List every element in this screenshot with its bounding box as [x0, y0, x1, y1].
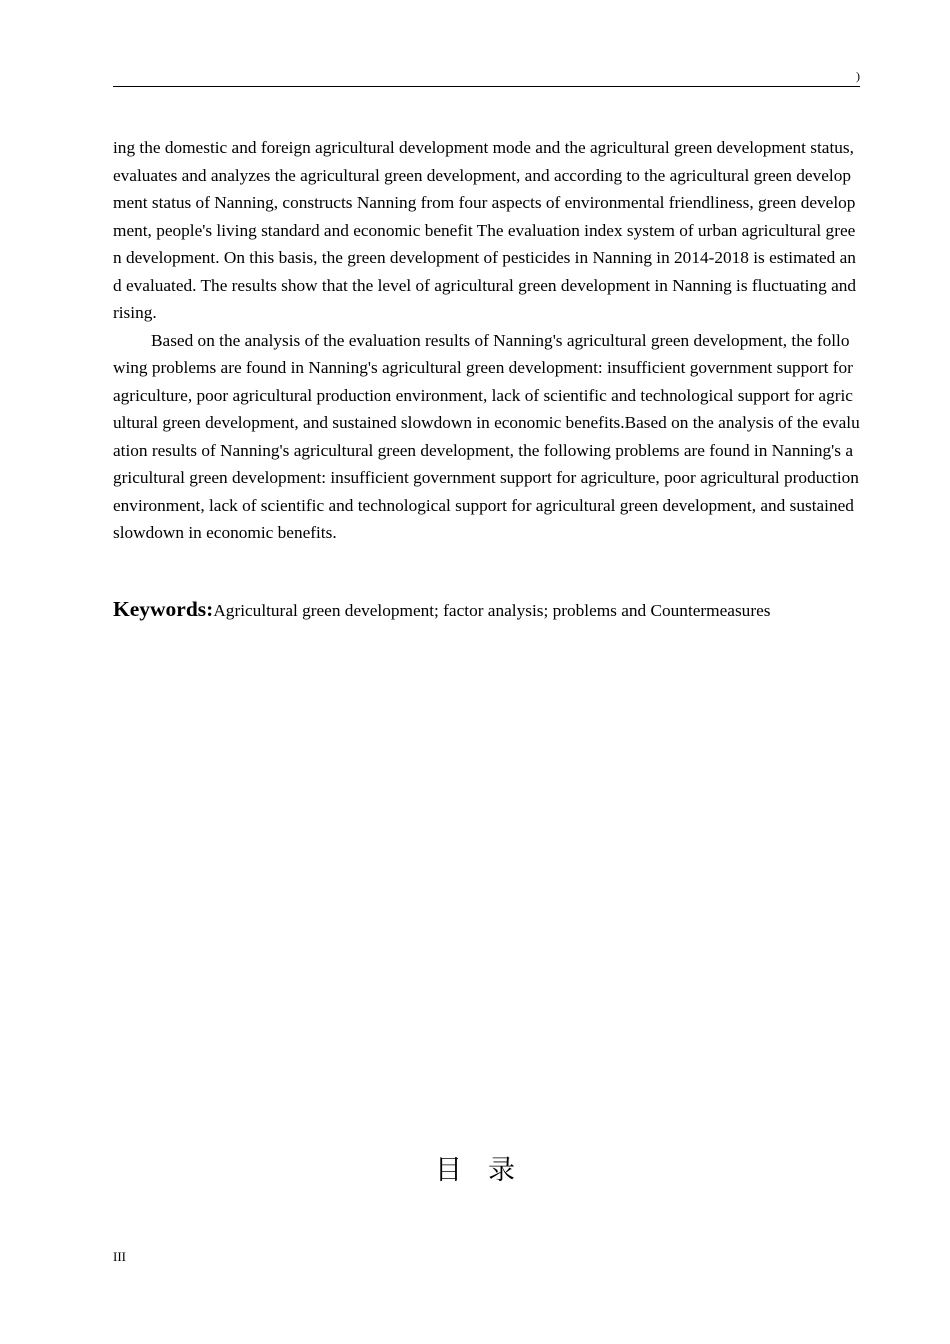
page-number: III	[113, 1249, 126, 1264]
keywords-line	[113, 593, 860, 627]
abstract-body	[113, 134, 860, 547]
header-rule	[113, 86, 860, 87]
abstract-paragraph-1: ing the domestic and foreign agricultural development mode and the agricultural green development status, evaluates and analyzes the agricultural green development, and according to the agricultural green development status of Nanning, constructs Nanning from four aspects of environmental friendliness, green development, people's living standard and economic benefit The evaluation index system of urban agricultural green development. On this basis, the green development of pesticides in Nanning in 2014-2018 is estimated and evaluated. The results show that the level of agricultural green development in Nanning is fluctuating and rising.	[113, 138, 857, 322]
abstract-paragraph-2: Based on the analysis of the evaluation results of Nanning's agricultural green development, the following problems are found in Nanning's agricultural green development: insufficient government support for agriculture, poor agricultural production environment, lack of scientific and technological support for agricultural green development, and sustained slowdown in economic benefits.Based on the analysis of the evaluation results of Nanning's agricultural green development, the following problems are found in Nanning's agricultural green development: insufficient government support for agriculture, poor agricultural production environment, lack of scientific and technological support for agricultural green development, and sustained slowdown in economic benefits.	[113, 330, 860, 542]
keywords-text: Agricultural green development; factor analysis; problems and Countermeasures	[213, 601, 771, 620]
toc-title: 目录	[435, 1155, 541, 1186]
header-mark: )	[856, 69, 860, 83]
keywords-label: Keywords:	[113, 597, 214, 621]
